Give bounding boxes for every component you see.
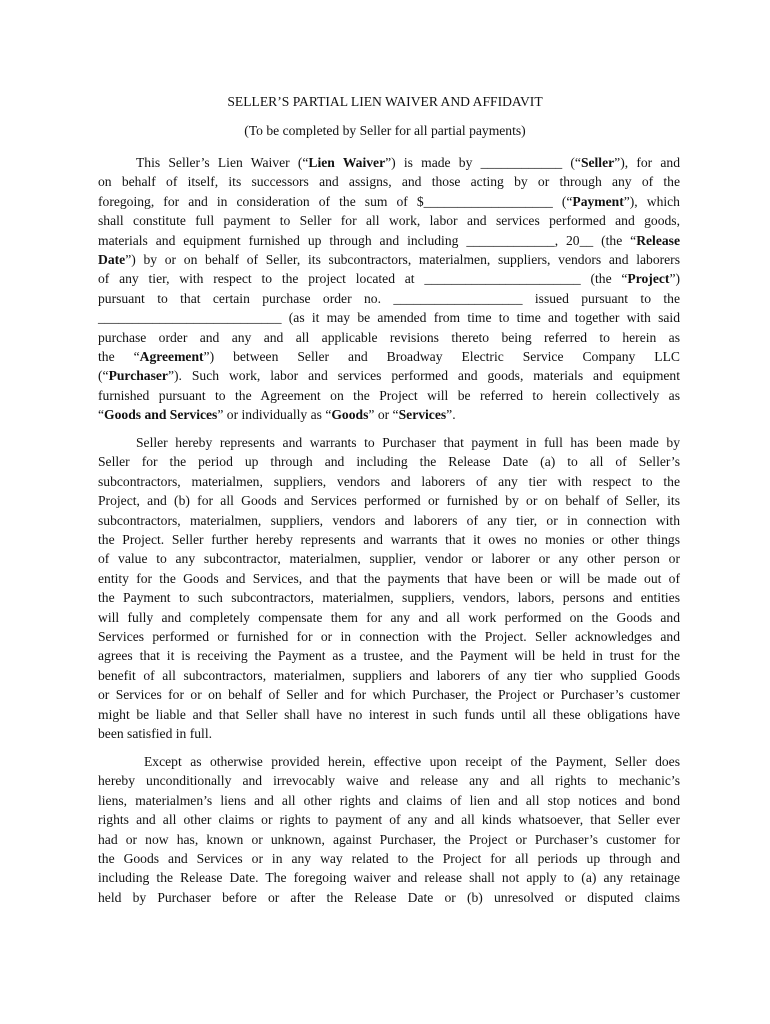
paragraph-2-line bbox=[98, 646, 680, 665]
text-run: Seller for the period up through and including the Release Date (a) to all of Seller’s bbox=[98, 454, 680, 470]
text-run: ” or individually as “ bbox=[217, 407, 332, 423]
text-run: of any tier, with respect to the project located at _______________________ (the “ bbox=[98, 271, 628, 287]
text-run: entity for the Goods and Services, and that the payments that have been or will be made out of bbox=[98, 570, 680, 586]
text-run: the Goods and Services or in any way related to the Project for all periods up through and bbox=[98, 851, 680, 866]
text-run: Services performed or furnished for or in connection with the Project. Seller acknowledges and bbox=[98, 629, 680, 644]
paragraph-3-line bbox=[98, 771, 680, 790]
text-run: (“ bbox=[98, 368, 109, 384]
defined-term: Services bbox=[398, 407, 447, 423]
paragraph-2-line bbox=[98, 491, 680, 510]
paragraph-2-line bbox=[98, 549, 680, 568]
text-run: “ bbox=[98, 407, 105, 423]
paragraph-3-line bbox=[98, 849, 680, 868]
defined-term: Purchaser bbox=[108, 368, 168, 384]
defined-term: Release bbox=[636, 232, 680, 248]
paragraph-1-line bbox=[98, 192, 680, 211]
paragraph-3-line bbox=[98, 791, 680, 810]
paragraph-3-line bbox=[98, 888, 680, 907]
text-run: subcontractors, materialmen, suppliers, vendors and laborers of any tier, or in connection with bbox=[98, 512, 680, 528]
defined-term: Agreement bbox=[139, 349, 204, 364]
text-run: agrees that it is receiving the Payment as a trustee, and the Payment will be held in trust for the bbox=[98, 648, 680, 664]
paragraph-3-line bbox=[98, 830, 680, 849]
paragraph-3-line bbox=[98, 868, 680, 887]
paragraph-1-line bbox=[98, 172, 680, 191]
text-run: ”). Such work, labor and services performed and goods, materials and equipment bbox=[167, 368, 680, 384]
paragraph-1-line bbox=[98, 211, 680, 230]
defined-term: Lien Waiver bbox=[308, 155, 386, 170]
text-run: or Services for or on behalf of Seller and for which Purchaser, the Project or Purchaser’s customer bbox=[98, 687, 680, 703]
paragraph-1-line bbox=[98, 269, 680, 288]
text-run: Project, and (b) for all Goods and Services performed or furnished by or on behalf of Seller, its bbox=[98, 493, 680, 509]
paragraph-2-line bbox=[98, 530, 680, 549]
paragraph-1-line bbox=[98, 386, 680, 405]
text-run: ”) is made by ____________ (“ bbox=[385, 155, 581, 170]
document-title: SELLER’S PARTIAL LIEN WAIVER AND AFFIDAVIT bbox=[227, 94, 543, 109]
text-run: foregoing, for and in consideration of the sum of $___________________ (“ bbox=[98, 193, 573, 209]
text-run: the Project. Seller further hereby represents and warrants that it owes no monies or other things bbox=[98, 532, 680, 547]
paragraph-2-line bbox=[98, 588, 680, 607]
text-run: ” or “ bbox=[368, 407, 399, 423]
paragraph-1-line bbox=[98, 289, 680, 308]
text-run: benefit of all subcontractors, materialmen, suppliers and laborers of any tier who supplied Goods bbox=[98, 667, 680, 683]
paragraph-1-line bbox=[136, 153, 680, 172]
text-run: of value to any subcontractor, materialmen, supplier, vendor or laborer or any other person or bbox=[98, 551, 680, 567]
text-run: purchase order and any and all applicable revisions thereto being referred to herein as bbox=[98, 329, 680, 345]
paragraph-2-line bbox=[136, 433, 680, 452]
text-run: Except as otherwise provided herein, effective upon receipt of the Payment, Seller does bbox=[144, 754, 680, 769]
paragraph-2-line bbox=[98, 666, 680, 685]
text-run: shall constitute full payment to Seller for all work, labor and services performed and goods, bbox=[98, 213, 680, 229]
text-run: This Seller’s Lien Waiver (“ bbox=[136, 155, 309, 170]
text-run: ”. bbox=[446, 407, 456, 423]
text-run: ”) by or on behalf of Seller, its subcontractors, materialmen, suppliers, vendors and laborers bbox=[125, 252, 680, 267]
text-run: ___________________________ (as it may be amended from time to time and together with said bbox=[98, 310, 680, 326]
paragraph-1-line bbox=[98, 308, 680, 327]
text-run: ”) bbox=[669, 271, 680, 287]
text-run: hereby unconditionally and irrevocably waive and release any and all rights to mechanic’s bbox=[98, 773, 680, 789]
text-run: furnished pursuant to the Agreement on the Project will be referred to herein collectively as bbox=[98, 387, 680, 403]
paragraph-2-line bbox=[98, 685, 680, 704]
paragraph-3-line bbox=[144, 752, 680, 771]
document-subtitle: (To be completed by Seller for all partial payments) bbox=[244, 123, 526, 138]
paragraph-3-line bbox=[98, 810, 680, 829]
text-run: held by Purchaser before or after the Release Date or (b) unresolved or disputed claims bbox=[98, 889, 680, 905]
text-run: liens, materialmen’s liens and all other rights and claims of lien and all stop notices and bond bbox=[98, 792, 680, 808]
text-run: including the Release Date. The foregoing waiver and release shall not apply to (a) any retainage bbox=[98, 870, 680, 886]
paragraph-2-line bbox=[98, 569, 680, 588]
paragraph-1-line bbox=[98, 347, 680, 366]
paragraph-1-line bbox=[98, 231, 680, 250]
paragraph-2-line bbox=[98, 705, 680, 724]
text-run: subcontractors, materialmen, suppliers, vendors and laborers of any tier with respect to the bbox=[98, 473, 680, 489]
text-run: ”) between Seller and Broadway Electric Service Company LLC bbox=[203, 349, 680, 364]
defined-term: Date bbox=[98, 252, 126, 267]
text-run: pursuant to that certain purchase order no. ___________________ issued pursuant to the bbox=[98, 290, 680, 306]
paragraph-2-line bbox=[98, 452, 680, 471]
text-run: materials and equipment furnished up through and including _____________, 20__ (the “ bbox=[98, 232, 637, 248]
text-run: the Payment to such subcontractors, materialmen, suppliers, vendors, labors, persons and entities bbox=[98, 590, 680, 606]
defined-term: Payment bbox=[572, 193, 624, 209]
paragraph-1-line bbox=[98, 366, 680, 385]
paragraph-2-line bbox=[98, 511, 680, 530]
paragraph-2-line bbox=[98, 472, 680, 491]
paragraph-1-line bbox=[98, 405, 680, 424]
text-run: the “ bbox=[98, 349, 140, 364]
text-run: had or now has, known or unknown, against Purchaser, the Project or Purchaser’s customer for bbox=[98, 831, 680, 847]
defined-term: Project bbox=[627, 271, 670, 287]
defined-term: Goods bbox=[331, 407, 369, 423]
text-run: will fully and completely compensate them for any and all work performed on the Goods and bbox=[98, 609, 680, 625]
defined-term: Seller bbox=[580, 155, 615, 170]
text-run: Seller hereby represents and warrants to Purchaser that payment in full has been made by bbox=[136, 435, 680, 450]
paragraph-2-line bbox=[98, 627, 680, 646]
paragraph-2-line bbox=[98, 608, 680, 627]
text-run: rights and all other claims or rights to payment of any and all kinds whatsoever, that Seller ever bbox=[98, 812, 680, 828]
text-run: ”), which bbox=[623, 193, 680, 209]
text-run: been satisfied in full. bbox=[98, 726, 213, 741]
paragraph-1-line bbox=[98, 328, 680, 347]
text-run: might be liable and that Seller shall have no interest in such funds until all these obligations have bbox=[98, 706, 680, 722]
paragraph-1-line bbox=[98, 250, 680, 269]
paragraph-2-line bbox=[98, 724, 680, 743]
defined-term: Goods and Services bbox=[104, 407, 218, 423]
text-run: on behalf of itself, its successors and assigns, and those acting by or through any of the bbox=[98, 174, 680, 190]
text-run: ”), for and bbox=[614, 155, 681, 170]
